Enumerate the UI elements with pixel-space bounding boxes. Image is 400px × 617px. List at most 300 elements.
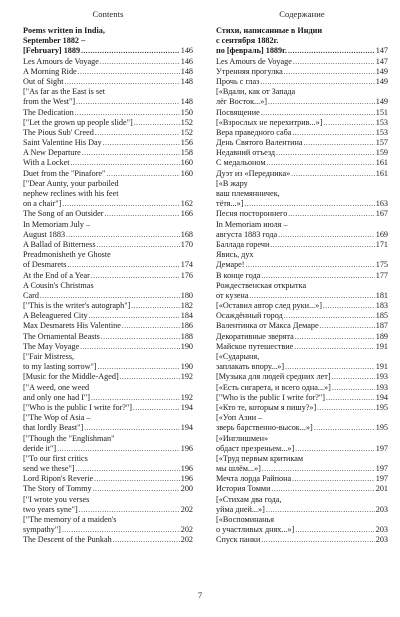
toc-entry[interactable] — [23, 250, 193, 270]
page-ref: 196 — [180, 464, 193, 474]
entry-title: The Pious Sub' Creed — [23, 127, 94, 137]
toc-entry[interactable] — [23, 57, 193, 67]
dot-leader — [332, 383, 375, 393]
entry-title: тётя...»] — [216, 199, 244, 209]
entry-title: лёг Восток...»] — [216, 97, 268, 107]
section-title-line: Poems written in India, — [23, 26, 105, 35]
toc-entry[interactable] — [23, 434, 193, 454]
dot-leader — [80, 342, 180, 352]
dot-leader — [105, 209, 180, 219]
dot-leader — [276, 148, 375, 158]
contents-column-english — [23, 8, 193, 546]
page-ref: 176 — [180, 270, 193, 280]
toc-entry[interactable] — [216, 148, 388, 158]
page-ref: 169 — [375, 229, 388, 239]
page-ref: 192 — [180, 372, 193, 382]
dot-leader — [91, 271, 180, 281]
toc-entry[interactable] — [216, 515, 388, 535]
dot-leader — [244, 199, 374, 209]
entry-title: to my lasting sorrow"] — [23, 362, 97, 372]
entry-title: Песня постороннего — [216, 209, 288, 219]
dot-leader — [122, 321, 180, 331]
dot-leader — [100, 57, 180, 67]
entry-title: A Beleaguered City — [23, 311, 88, 321]
page-ref: 189 — [375, 331, 388, 341]
entry-title: Майское путешествие — [216, 341, 294, 351]
dot-leader — [82, 148, 180, 158]
dot-leader — [323, 301, 375, 311]
dot-leader — [98, 362, 180, 372]
entry-title: The Descent of the Punkah — [23, 535, 112, 545]
toc-entry[interactable] — [23, 454, 193, 474]
toc-entry[interactable] — [23, 281, 193, 301]
page-ref: 156 — [180, 138, 193, 148]
dot-leader — [323, 118, 374, 128]
toc-entry[interactable] — [216, 281, 388, 301]
toc-entry[interactable] — [23, 240, 193, 250]
dot-leader — [103, 138, 180, 148]
toc-entry[interactable] — [23, 67, 193, 77]
dot-leader — [76, 97, 180, 107]
dot-leader — [76, 464, 180, 474]
entry-title: With a Locket — [23, 158, 70, 168]
entry-title: A Cousin's Christmas — [23, 280, 94, 290]
toc-entry[interactable] — [23, 403, 193, 413]
toc-entry[interactable] — [216, 67, 388, 77]
toc-entry[interactable] — [216, 372, 388, 382]
page-ref: 185 — [375, 311, 388, 321]
dot-leader — [293, 57, 375, 67]
dot-leader — [262, 464, 375, 474]
dot-leader — [320, 321, 375, 331]
dot-leader — [246, 260, 375, 270]
dot-leader — [261, 271, 374, 281]
toc-entry[interactable] — [23, 209, 193, 219]
page-ref: 161 — [375, 168, 388, 178]
entry-title: Les Amours de Voyage — [216, 56, 292, 66]
toc-entry[interactable] — [216, 240, 388, 250]
entry-title: A New Departure — [23, 148, 81, 158]
entry-title: ["I wrote you verses — [23, 494, 90, 504]
toc-entry[interactable] — [23, 301, 193, 311]
dot-leader — [288, 46, 375, 56]
toc-entry[interactable] — [216, 352, 388, 372]
entry-title: Утренняя прогулка — [216, 66, 283, 76]
page-ref: 201 — [375, 484, 388, 494]
page-ref: 148 — [180, 66, 193, 76]
toc-entry[interactable] — [23, 495, 193, 515]
page-ref: 174 — [180, 260, 193, 270]
entry-title: A Morning Ride — [23, 66, 77, 76]
page-ref: 192 — [180, 392, 193, 402]
dot-leader — [295, 332, 375, 342]
dot-leader — [134, 118, 180, 128]
page-ref: 196 — [180, 474, 193, 484]
page-ref: 166 — [180, 209, 193, 219]
dot-leader — [62, 199, 179, 209]
entry-title: Дуэт из «Передника» — [216, 168, 291, 178]
contents-list-russian — [216, 26, 388, 546]
toc-entry[interactable] — [216, 301, 388, 311]
dot-leader — [304, 138, 375, 148]
page-ref: 147 — [375, 46, 388, 56]
toc-entry[interactable] — [216, 403, 388, 413]
toc-entry[interactable] — [216, 311, 388, 321]
toc-entry[interactable] — [23, 352, 193, 372]
toc-entry[interactable] — [216, 57, 388, 67]
toc-entry[interactable] — [216, 535, 388, 545]
page-ref: 197 — [375, 464, 388, 474]
dot-leader — [78, 67, 180, 77]
page-ref: 191 — [375, 362, 388, 372]
entry-title: At the End of a Year — [23, 270, 90, 280]
page-ref: 159 — [375, 148, 388, 158]
page-ref: 188 — [180, 331, 193, 341]
dot-leader — [106, 169, 179, 179]
toc-entry[interactable] — [23, 484, 193, 494]
dot-leader — [260, 77, 374, 87]
entry-title: День Святого Валентина — [216, 138, 303, 148]
toc-entry[interactable] — [216, 393, 388, 403]
page-ref: 153 — [375, 127, 388, 137]
page-ref: 146 — [180, 46, 193, 56]
toc-entry[interactable] — [216, 220, 388, 240]
dot-leader — [94, 474, 180, 484]
toc-entry[interactable] — [23, 413, 193, 433]
entry-title: send we these"] — [23, 464, 75, 474]
entry-title: ["Fair Mistress, — [23, 352, 75, 361]
entry-title: The Dedication — [23, 107, 74, 117]
toc-entry[interactable] — [216, 209, 388, 219]
toc-entry[interactable] — [216, 179, 388, 210]
page-ref: 195 — [375, 423, 388, 433]
dot-leader — [81, 46, 180, 56]
entry-title: В конце года — [216, 270, 261, 280]
page-ref: 146 — [180, 56, 193, 66]
entry-title: ["This is the writer's autograph"] — [23, 301, 131, 311]
entry-title: [Music for the Middle-Aged] — [23, 372, 119, 382]
entry-title: [«Труд первым критикам — [216, 453, 304, 463]
page-ref: 152 — [180, 117, 193, 127]
page-ref: 186 — [180, 321, 193, 331]
toc-entry[interactable] — [23, 535, 193, 545]
page-ref: 149 — [375, 66, 388, 76]
entry-title: sympathy"] — [23, 525, 61, 535]
entry-title: The May Voyage — [23, 341, 80, 351]
page-ref: 149 — [375, 76, 388, 86]
dot-leader — [57, 444, 180, 454]
page-ref: 170 — [180, 239, 193, 249]
dot-leader — [332, 372, 375, 382]
entry-title: on a chair"] — [23, 199, 62, 209]
entry-title: August 1883 — [23, 229, 66, 239]
entry-title: Saint Valentine His Day — [23, 138, 102, 148]
entry-title: Валентинка от Макса Демаре — [216, 321, 319, 331]
toc-entry[interactable] — [23, 158, 193, 168]
contents-column-russian — [216, 8, 388, 546]
page-number: 7 — [197, 590, 203, 600]
page-ref: 196 — [180, 443, 193, 453]
section-title-line: по [февраль] 1889г. — [216, 46, 287, 56]
page-ref: 190 — [180, 341, 193, 351]
page-ref: 197 — [375, 443, 388, 453]
toc-entry[interactable] — [23, 321, 193, 331]
dot-leader — [314, 423, 375, 433]
entry-title: Прочь с глаз — [216, 76, 260, 86]
entry-title: Мечта лорда Райпона — [216, 474, 292, 484]
toc-entry[interactable] — [216, 87, 388, 107]
dot-leader — [295, 444, 375, 454]
dot-leader — [62, 525, 180, 535]
page-ref: 167 — [375, 209, 388, 219]
dot-leader — [285, 362, 375, 372]
page-ref: 175 — [375, 260, 388, 270]
page-ref: 158 — [180, 148, 193, 158]
entry-title: Посвящение — [216, 107, 260, 117]
entry-title: [«Есть сигарета, и всего одна...»] — [216, 382, 331, 392]
entry-title: от кузена — [216, 290, 249, 300]
toc-entry[interactable] — [23, 372, 193, 382]
toc-entry[interactable] — [216, 118, 388, 128]
toc-entry[interactable] — [216, 413, 388, 433]
entry-title: The Ornamental Beasts — [23, 331, 100, 341]
page-ref: 203 — [375, 535, 388, 545]
entry-title: Декоративные зверята — [216, 331, 294, 341]
entry-title: обдаст презреньем...»] — [216, 443, 295, 453]
entry-title: ["Dear Aunty, your parboiled — [23, 178, 119, 188]
page-ref: 195 — [375, 402, 388, 412]
dot-leader — [270, 240, 374, 250]
page-ref: 148 — [180, 97, 193, 107]
toc-entry[interactable] — [23, 148, 193, 158]
dot-leader — [75, 108, 180, 118]
entry-title: [«В жару — [216, 178, 248, 188]
toc-entry[interactable] — [23, 77, 193, 87]
toc-entry[interactable] — [23, 138, 193, 148]
entry-title: The Story of Tommy — [23, 484, 92, 494]
dot-leader — [288, 209, 374, 219]
entry-title: Спуск панки — [216, 535, 261, 545]
toc-entry[interactable] — [23, 87, 193, 107]
toc-entry[interactable] — [23, 383, 193, 403]
entry-title: Out of Sight — [23, 76, 64, 86]
entry-title: зверь барственно-высок...»] — [216, 423, 313, 433]
entry-title: deride it"] — [23, 443, 57, 453]
page-ref: 163 — [375, 199, 388, 209]
toc-entry[interactable] — [216, 321, 388, 331]
entry-title: The Song of an Outsider — [23, 209, 104, 219]
toc-entry[interactable] — [216, 108, 388, 118]
dot-leader — [249, 291, 374, 301]
contents-heading-russian: Содержание — [279, 9, 325, 19]
section-title-line: [February] 1889 — [23, 46, 81, 56]
toc-entry[interactable] — [216, 332, 388, 342]
entry-title: ["Who is the public I write for?"] — [216, 392, 325, 402]
entry-title: In Memoriam июля – — [216, 219, 288, 229]
dot-leader — [291, 169, 374, 179]
entry-title: In Memoriam July – — [23, 219, 91, 229]
entry-title: [«Стихам два года, — [216, 494, 282, 504]
toc-entry[interactable] — [216, 138, 388, 148]
section-title — [216, 26, 388, 57]
entry-title: С медальоном — [216, 158, 266, 168]
entry-title: ["To our first critics — [23, 453, 88, 463]
entry-title: and only one had I"] — [23, 392, 91, 402]
page-ref: 171 — [375, 239, 388, 249]
page-ref: 184 — [180, 311, 193, 321]
toc-entry[interactable] — [23, 515, 193, 535]
entry-title: ["Who is the public I write for?"] — [23, 402, 132, 412]
dot-leader — [89, 311, 180, 321]
dot-leader — [267, 158, 375, 168]
dot-leader — [40, 291, 180, 301]
toc-entry[interactable] — [23, 118, 193, 128]
page-ref: 180 — [180, 290, 193, 300]
toc-entry[interactable] — [23, 179, 193, 210]
toc-entry[interactable] — [216, 434, 388, 454]
page-ref: 147 — [375, 56, 388, 66]
page-ref: 182 — [180, 301, 193, 311]
page-ref: 151 — [375, 107, 388, 117]
toc-entry[interactable] — [216, 250, 388, 270]
toc-entry[interactable] — [23, 342, 193, 352]
dot-leader — [65, 77, 180, 87]
entry-title: Lord Ripon's Reverie — [23, 474, 94, 484]
entry-title: Недавний отъезд — [216, 148, 276, 158]
entry-title: Рождественская открытка — [216, 280, 307, 290]
toc-entry[interactable] — [23, 311, 193, 321]
page-ref: 157 — [375, 138, 388, 148]
page-ref: 202 — [180, 525, 193, 535]
dot-leader — [131, 301, 179, 311]
section-title-line: с сентября 1882г. — [216, 36, 279, 46]
toc-entry[interactable] — [216, 474, 388, 484]
toc-entry[interactable] — [216, 77, 388, 87]
page-ref: 149 — [375, 97, 388, 107]
page-ref: 190 — [180, 362, 193, 372]
entry-title: августа 1883 года — [216, 229, 278, 239]
dot-leader — [268, 97, 375, 107]
dot-leader — [266, 505, 375, 515]
dot-leader — [120, 372, 180, 382]
entry-title: Осаждённый город — [216, 311, 283, 321]
entry-title: [«Сударыня, — [216, 352, 260, 361]
entry-title: [Музыка для людей средних лет] — [216, 372, 331, 382]
entry-title: мы шлём...»] — [216, 464, 261, 474]
entry-title: ["Though the "Englishman" — [23, 433, 115, 443]
page-ref: 181 — [375, 290, 388, 300]
dot-leader — [295, 525, 374, 535]
page-ref: 160 — [180, 158, 193, 168]
page-ref: 193 — [375, 382, 388, 392]
entry-title: уйма дней...»] — [216, 504, 265, 514]
dot-leader — [292, 128, 374, 138]
dot-leader — [278, 230, 375, 240]
toc-entry[interactable] — [216, 484, 388, 494]
page-ref: 162 — [180, 199, 193, 209]
contents-heading: Contents — [92, 9, 124, 19]
toc-entry[interactable] — [216, 158, 388, 168]
dot-leader — [97, 240, 180, 250]
page-ref: 194 — [180, 423, 193, 433]
entry-title: ["Let the grown up people slide"] — [23, 117, 133, 127]
entry-title: nephew reclines with his feet — [23, 189, 119, 198]
toc-entry[interactable] — [23, 332, 193, 342]
dot-leader — [326, 393, 375, 403]
dot-leader — [317, 403, 374, 413]
entry-title: Max Desmarets His Valentine — [23, 321, 121, 331]
dot-leader — [95, 128, 180, 138]
entry-title: Баллада горечи — [216, 239, 270, 249]
toc-entry[interactable] — [216, 128, 388, 138]
entry-title: о участливых днях...»] — [216, 525, 295, 535]
page-ref: 194 — [180, 402, 193, 412]
dot-leader — [271, 484, 374, 494]
dot-leader — [294, 342, 374, 352]
page-ref: 202 — [180, 504, 193, 514]
entry-title: [«Кто те, которым я пишу?»] — [216, 402, 317, 412]
page-ref: 161 — [375, 158, 388, 168]
entry-title: of Desmarets — [23, 260, 67, 270]
toc-entry[interactable] — [216, 169, 388, 179]
page-ref: 153 — [375, 117, 388, 127]
toc-entry[interactable] — [216, 495, 388, 515]
entry-title: Preadmonisheth ye Ghoste — [23, 250, 111, 260]
page-ref: 194 — [375, 392, 388, 402]
entry-title: ваш племянничек, — [216, 189, 280, 198]
dot-leader — [79, 505, 180, 515]
entry-title: [«Воспоминанья — [216, 515, 274, 524]
entry-title: from the West"] — [23, 97, 76, 107]
entry-title: [«Уоп Азии – — [216, 413, 263, 423]
section-title — [23, 26, 193, 57]
entry-title: ["The Wop of Asia – — [23, 413, 91, 423]
page-ref: 187 — [375, 321, 388, 331]
toc-entry[interactable] — [23, 128, 193, 138]
entry-title: Les Amours de Voyage — [23, 56, 99, 66]
toc-entry[interactable] — [23, 169, 193, 179]
toc-entry[interactable] — [216, 454, 388, 474]
entry-title: Вера праведного саба — [216, 127, 292, 137]
entry-title: заплакать впору...»] — [216, 362, 285, 372]
page-ref: 200 — [180, 484, 193, 494]
page-ref: 148 — [180, 76, 193, 86]
entry-title: ["The memory of a maiden's — [23, 515, 117, 524]
toc-entry[interactable] — [216, 271, 388, 281]
entry-title: Card — [23, 290, 39, 300]
page-ref: 191 — [375, 341, 388, 351]
toc-entry[interactable] — [216, 383, 388, 393]
page-ref: 177 — [375, 270, 388, 280]
toc-entry[interactable] — [23, 220, 193, 240]
page-ref: 203 — [375, 525, 388, 535]
page-ref: 152 — [180, 127, 193, 137]
toc-entry[interactable] — [23, 108, 193, 118]
page-ref: 193 — [375, 372, 388, 382]
dot-leader — [84, 423, 180, 433]
toc-entry[interactable] — [23, 271, 193, 281]
dot-leader — [91, 393, 180, 403]
toc-entry[interactable] — [216, 342, 388, 352]
toc-entry[interactable] — [23, 474, 193, 484]
section-title-line: September 1882 – — [23, 36, 86, 46]
dot-leader — [261, 108, 375, 118]
dot-leader — [261, 535, 374, 545]
entry-title: [«Взрослых не перехитрив...»] — [216, 117, 323, 127]
dot-leader — [93, 484, 180, 494]
dot-leader — [284, 67, 375, 77]
entry-title: История Томми — [216, 484, 271, 494]
